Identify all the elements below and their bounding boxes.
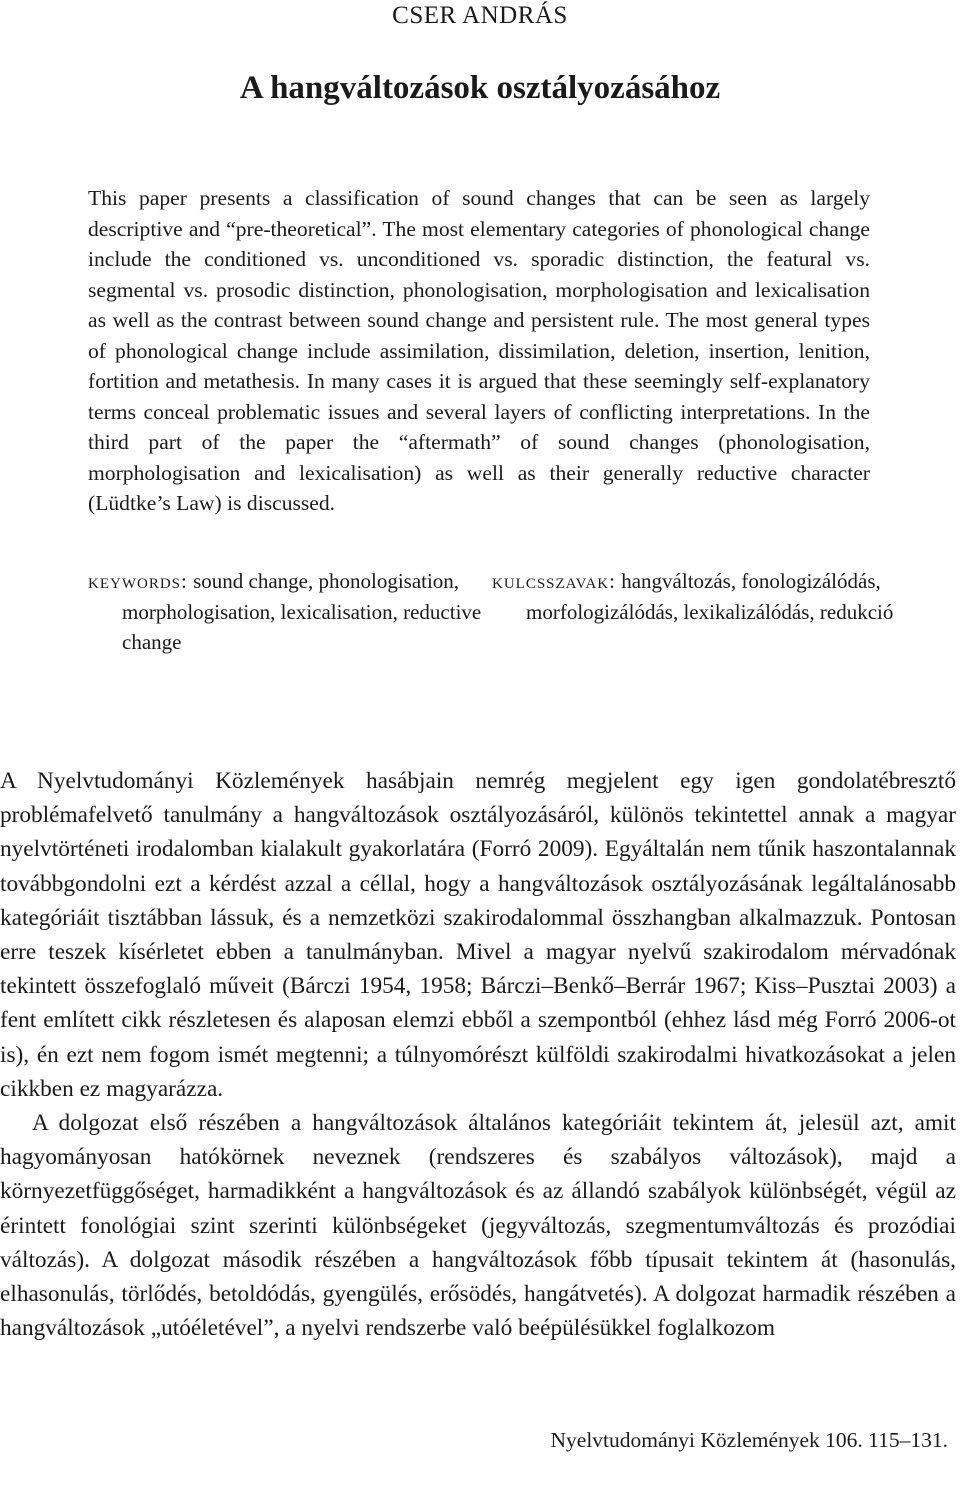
journal-citation: Nyelvtudományi Közlemények 106. 115–131. (550, 1428, 948, 1452)
author-name: CSER ANDRÁS (392, 2, 568, 29)
article-title: A hangváltozások osztályozásához (239, 70, 721, 106)
keywords-english-text: sound change, phonologisation, morphologisation, lexicalisation, reductive change (122, 569, 482, 654)
body-paragraph-2: A dolgozat első részében a hangváltozások általános kategóriáit tekintem át, jelesül azt, amit hagyományosan hatókörnek neveznek (rendszeres és szabályos változások), majd a környezetfüggőséget, harmadikként a hangváltozások és az állandó szabályok különbségét, végül az érintett fonológiai szint szerinti különbségeket (jegyváltozás, szegmentumváltozás és prozódiai változás). A dolgozat második részében a hangváltozások főbb típusait tekintem át (hasonulás, elhasonulás, törlődés, betoldódás, gyengülés, erősödés, hangátvetés). A dolgozat harmadik részében a hangváltozások „utóéletével”, a nyelvi rendszerbe való beépülésükkel foglalkozom (0, 1110, 956, 1342)
abstract-paragraph: This paper presents a classification of sound changes that can be seen as largely descriptive and “pre-theoretical”. The most elementary categories of phonological change include the conditioned vs. unconditioned vs. sporadic distinction, the featural vs. segmental vs. prosodic distinction, phonologisation, morphologisation and lexicalisation as well as the contrast between sound change and persistent rule. The most general types of phonological change include assimilation, dissimilation, deletion, insertion, lenition, fortition and metathesis. In many cases it is argued that these seemingly self-explanatory terms conceal problematic issues and several layers of conflicting interpretations. In the third part of the paper the “aftermath” of sound changes (phonologisation, morphologisation and lexicalisation) as well as their generally reductive character (Lüdtke’s Law) is discussed. (88, 186, 870, 515)
body-paragraph-1: A Nyelvtudományi Közlemények hasábjain nemrég megjelent egy igen gondolatébresztő problémafelvető tanulmány a hangváltozások osztályozásáról, különös tekintettel annak a magyar nyelvtörténeti irodalomban kialakult gyakorlatára (Forró 2009). Egyáltalán nem tűnik haszontalannak továbbgondolni ezt a kérdést azzal a céllal, hogy a hangváltozások osztályozásának legáltalánosabb kategóriáit tisztábban lássuk, és a nemzetközi szakirodalommal összhangban alkalmazzuk. Pontosan erre teszek kísérletet ebben a tanulmányban. Mivel a magyar nyelvű szakirodalom mérvadónak tekintett összefoglaló műveit (Bárczi 1954, 1958; Bárczi–Benkő–Berrár 1967; Kiss–Pusztai 2003) a fent említett cikk részletesen és alaposan elemzi ebből a szempontból (ehhez lásd még Forró 2006-ot is), én ezt nem fogom ismét megtenni; a túlnyomórészt külföldi szakirodalmi hivatkozásokat a jelen cikkben ez magyarázza. (0, 768, 956, 1102)
keywords-hungarian-text: hangváltozás, fonologizálódás, morfologizálódás, lexikalizálódás, redukció (526, 569, 894, 624)
article-body (0, 764, 956, 1345)
keywords-english-label: keywords: (88, 569, 188, 593)
keywords-hungarian-label: kulcsszavak: (492, 569, 616, 593)
keywords-hungarian (492, 566, 906, 627)
keywords-english (88, 566, 512, 658)
